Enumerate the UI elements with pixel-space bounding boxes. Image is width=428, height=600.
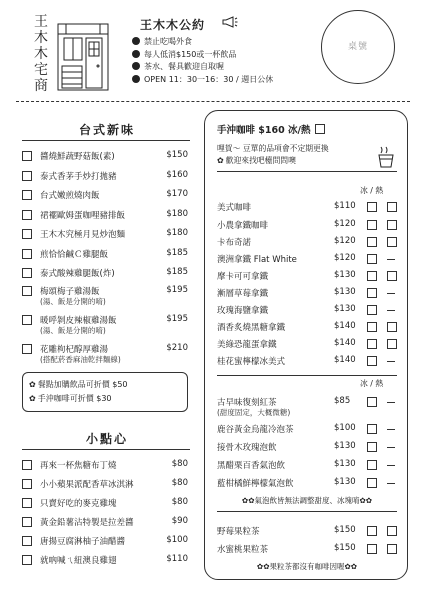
hot-unavailable-dash: [387, 483, 395, 484]
tea-item[interactable]: 接骨木玫瑰泡飲 $130: [217, 441, 397, 457]
bullet-icon: [132, 50, 140, 58]
tea-item[interactable]: 黑醋栗百香氣泡飲 $130: [217, 459, 397, 475]
hot-checkbox[interactable]: [387, 237, 397, 247]
snack-item[interactable]: 黃金鉛薯沾特製是拉差醬 $90: [22, 516, 188, 532]
iced-checkbox[interactable]: [367, 254, 377, 264]
menu-item[interactable]: 裙襬歐姆蛋咖哩豬排飯 $180: [22, 209, 188, 225]
hot-unavailable-dash: [387, 310, 395, 311]
menu-item[interactable]: 暖呼剝皮辣椒雞湯飯 (湯、飯是分開的唷) $195: [22, 314, 188, 338]
iced-checkbox[interactable]: [367, 339, 377, 349]
coffee-divider: [217, 171, 397, 172]
promo-drink-discount: ✿ 餐點加購飲品可折價 $50: [29, 378, 181, 392]
menu-item[interactable]: 醬燒鮮蔬野菇飯(素) $150: [22, 150, 188, 166]
shop-name: 王木木公約: [140, 18, 206, 32]
drink-item[interactable]: 澳洲拿鐵 Flat White $120: [217, 253, 397, 269]
drink-item[interactable]: 美式咖啡 $110: [217, 201, 397, 217]
item-checkbox[interactable]: [22, 555, 32, 565]
drink-item[interactable]: 玫瑰海鹽拿鐵 $130: [217, 304, 397, 320]
item-checkbox[interactable]: [22, 249, 32, 259]
rule-minimum-charge: 每人低消$150或一杯飲品: [132, 49, 273, 62]
fruit-tea-item[interactable]: 水蜜桃果粒茶 $150: [217, 543, 397, 559]
drink-item[interactable]: 小農拿鐵咖啡 $120: [217, 219, 397, 235]
bullet-icon: [132, 75, 140, 83]
fruit-tea-divider: [217, 511, 397, 512]
item-checkbox[interactable]: [22, 286, 32, 296]
flower-icon: ✿: [29, 394, 36, 403]
iced-checkbox[interactable]: [367, 544, 377, 554]
hot-unavailable-dash: [387, 402, 395, 403]
hot-unavailable-dash: [387, 465, 395, 466]
snack-section-title: 小點心: [85, 432, 128, 446]
drink-item[interactable]: 卡布奇諾 $120: [217, 236, 397, 252]
snack-item[interactable]: 就吶喊ㄟ紐澳良雞翅 $110: [22, 554, 188, 570]
flower-icon: ✿✿: [359, 496, 373, 505]
item-checkbox[interactable]: [22, 229, 32, 239]
table-number-field[interactable]: [321, 10, 395, 84]
hot-unavailable-dash: [387, 361, 395, 362]
hot-unavailable-dash: [387, 259, 395, 260]
hot-checkbox[interactable]: [387, 202, 397, 212]
menu-item[interactable]: 花雕枸杞醇厚雞湯 (搭配菸香麻油乾拌麵線) $210: [22, 343, 188, 367]
logo-text: 王 木 木 宅 商: [34, 14, 48, 94]
shop-front-illustration: [56, 20, 110, 92]
flower-icon: ✿: [29, 380, 36, 389]
menu-item[interactable]: 泰式香茅手炒打拋豬 $160: [22, 170, 188, 186]
iced-checkbox[interactable]: [367, 220, 377, 230]
menu-item[interactable]: 煎恰恰鹹Ｃ雞腿飯 $185: [22, 248, 188, 264]
item-checkbox[interactable]: [22, 479, 32, 489]
item-checkbox[interactable]: [22, 171, 32, 181]
iced-checkbox[interactable]: [367, 356, 377, 366]
rule-self-service: 茶水、餐具歡迎自取喔: [132, 61, 273, 74]
main-section-title: 台式新味: [78, 123, 135, 137]
iced-checkbox[interactable]: [367, 526, 377, 536]
iced-checkbox[interactable]: [367, 288, 377, 298]
iced-checkbox[interactable]: [367, 305, 377, 315]
drink-item[interactable]: 摩卡可可拿鐵 $130: [217, 270, 397, 286]
pour-over-coffee-title: 手沖咖啡 $160 冰/熱: [217, 122, 325, 136]
flower-icon: ✿✿: [344, 562, 358, 571]
hot-checkbox[interactable]: [387, 322, 397, 332]
flower-icon: ✿: [217, 156, 224, 165]
hot-unavailable-dash: [387, 429, 395, 430]
menu-item[interactable]: 台式嫩煎燒肉飯 $170: [22, 189, 188, 205]
discount-promo-box: [22, 372, 188, 412]
drink-item[interactable]: 桂花蜜檸檬冰美式 $140: [217, 355, 397, 371]
ice-hot-header: 冰 / 熱: [360, 379, 384, 388]
shop-rules: [132, 36, 273, 86]
drink-item[interactable]: 漸層草莓拿鐵 $130: [217, 287, 397, 303]
tea-item[interactable]: 藍柑橘鮮檸檬氣泡飲 $130: [217, 477, 397, 493]
hot-checkbox[interactable]: [387, 544, 397, 554]
drinks-panel: [204, 110, 408, 580]
pour-over-checkbox[interactable]: [315, 124, 325, 134]
iced-checkbox[interactable]: [367, 424, 377, 434]
shop-logo: [30, 14, 112, 94]
hot-checkbox[interactable]: [387, 526, 397, 536]
hot-unavailable-dash: [387, 447, 395, 448]
main-section-divider: [22, 140, 190, 141]
flower-icon: ✿✿: [241, 496, 255, 505]
item-checkbox[interactable]: [22, 315, 32, 325]
snack-item[interactable]: 再來一杯焦糖布丁燒 $80: [22, 459, 188, 475]
hot-checkbox[interactable]: [387, 271, 397, 281]
tea-divider: [217, 375, 397, 376]
flower-icon: ✿✿: [256, 562, 270, 571]
menu-item[interactable]: 王木木究極月見炒泡麵 $180: [22, 228, 188, 244]
tea-item[interactable]: 鹿谷黃金烏龍冷泡茶 $100: [217, 423, 397, 439]
tea-item[interactable]: 古早味復刻紅茶 (甜度固定，大概微糖) $85: [217, 396, 397, 420]
table-number-label: 桌號: [347, 42, 368, 52]
drink-item[interactable]: 美綠恐龍蛋拿鐵 $140: [217, 338, 397, 354]
bullet-icon: [132, 37, 140, 45]
item-checkbox[interactable]: [22, 460, 32, 470]
ice-hot-header: 冰 / 熱: [360, 186, 384, 195]
iced-checkbox[interactable]: [367, 478, 377, 488]
item-checkbox[interactable]: [22, 536, 32, 546]
header-divider: [16, 101, 410, 102]
drink-item[interactable]: 酒香炙燒黑糖拿鐵 $140: [217, 321, 397, 337]
promo-coffee-discount: ✿ 手沖咖啡可折價 $30: [29, 392, 181, 406]
iced-checkbox[interactable]: [367, 202, 377, 212]
item-checkbox[interactable]: [22, 151, 32, 161]
rule-opening-hours: OPEN 11：30一16：30 / 週日公休: [132, 74, 273, 87]
iced-checkbox[interactable]: [367, 442, 377, 452]
iced-checkbox[interactable]: [367, 460, 377, 470]
snack-item[interactable]: 只賣好吃的麥克雞塊 $80: [22, 497, 188, 513]
iced-checkbox[interactable]: [367, 322, 377, 332]
item-checkbox[interactable]: [22, 344, 32, 354]
item-checkbox[interactable]: [22, 517, 32, 527]
menu-item[interactable]: 泰式酸辣雞腿飯(炸) $185: [22, 267, 188, 283]
fruit-tea-caffeine-note: ✿✿果粒茶都沒有咖啡因喔✿✿: [256, 562, 358, 571]
snack-item[interactable]: 小小蘋果派配香草冰淇淋 $80: [22, 478, 188, 494]
coffee-bean-note: 哩賀～ 豆單的品項會不定期更換 ✿ 歡迎來找吧檯問問噢: [217, 144, 329, 165]
iced-checkbox[interactable]: [367, 237, 377, 247]
hot-unavailable-dash: [387, 293, 395, 294]
sparkling-drink-note: ✿✿氣泡飲皆無法調整甜度、冰塊唷✿✿: [241, 496, 373, 505]
hot-checkbox[interactable]: [387, 220, 397, 230]
fruit-tea-item[interactable]: 野莓果粒茶 $150: [217, 525, 397, 541]
item-checkbox[interactable]: [22, 268, 32, 278]
menu-item[interactable]: 梅頌梅子雞湯飯 (湯、飯是分開的唷) $195: [22, 285, 188, 309]
hot-checkbox[interactable]: [387, 339, 397, 349]
item-checkbox[interactable]: [22, 210, 32, 220]
item-checkbox[interactable]: [22, 190, 32, 200]
coffee-cup-icon: [377, 145, 397, 169]
megaphone-icon: [222, 16, 238, 28]
iced-checkbox[interactable]: [367, 271, 377, 281]
item-checkbox[interactable]: [22, 498, 32, 508]
rule-no-outside-food: 禁止吃喝外食: [132, 36, 273, 49]
bullet-icon: [132, 62, 140, 70]
snack-item[interactable]: 唐揚豆腐淋柚子油醋醬 $100: [22, 535, 188, 551]
iced-checkbox[interactable]: [367, 397, 377, 407]
snack-section-divider: [22, 449, 190, 450]
